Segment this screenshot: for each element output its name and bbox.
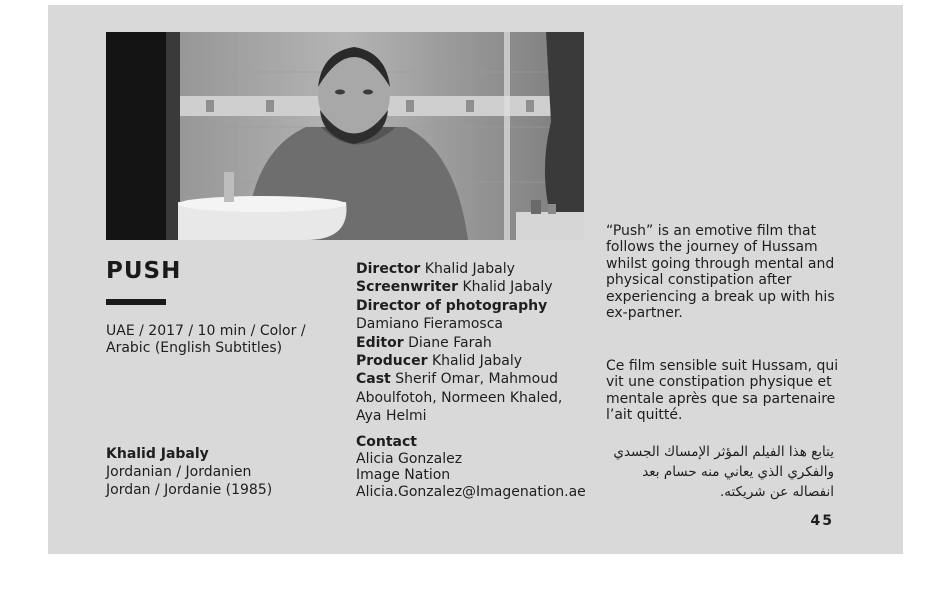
- contact-block: [356, 434, 596, 500]
- film-still-photo: [106, 32, 584, 240]
- credit-cast: [356, 370, 591, 425]
- synopsis-french: Ce film sensible suit Hussam, qui vit une constipation physique et mentale après que sa partenaire l’ait quitté.: [606, 358, 839, 424]
- credits-list: [356, 260, 591, 426]
- director-name: Khalid Jabaly: [106, 446, 209, 462]
- film-title: PUSH: [106, 258, 182, 284]
- film-meta: UAE / 2017 / 10 min / Color / Arabic (English Subtitles): [106, 323, 306, 356]
- credit-label: Editor: [356, 334, 404, 351]
- title-underline: [106, 299, 166, 305]
- credit-director: [356, 260, 591, 278]
- synopsis-english: “Push” is an emotive film that follows the journey of Hussam whilst going through mental and physical constipation after experiencing a break up with his ex-partner.: [606, 223, 835, 322]
- contact-email[interactable]: Alicia.Gonzalez@Imagenation.ae: [356, 483, 586, 500]
- credit-value: Diane Farah: [408, 334, 492, 351]
- credit-dop: [356, 297, 591, 334]
- contact-company: Image Nation: [356, 467, 451, 484]
- contact-name: Alicia Gonzalez: [356, 450, 463, 467]
- director-bio: [106, 445, 336, 499]
- credit-label: Producer: [356, 353, 428, 370]
- credit-value: Damiano Fieramosca: [356, 316, 503, 333]
- page-number: 45: [810, 513, 834, 529]
- credit-value: Khalid Jabaly: [424, 261, 515, 277]
- credit-value: Sherif Omar, Mahmoud Aboulfotoh, Normeen Khaled, Aya Helmi: [356, 371, 563, 425]
- credit-value: Khalid Jabaly: [462, 279, 553, 296]
- credit-label: Screenwriter: [356, 279, 458, 296]
- synopsis-arabic: يتابع هذا الفيلم المؤثر الإمساك الجسدي والفكري الذي يعاني منه حسام بعد انفصاله عن شريكته.: [613, 444, 834, 500]
- credit-value: Khalid Jabaly: [431, 353, 523, 370]
- credit-producer: [356, 352, 591, 370]
- contact-label: Contact: [356, 434, 417, 450]
- director-nationality: Jordanian / Jordanien: [106, 464, 252, 480]
- credit-label: Director of photography: [356, 297, 548, 314]
- director-origin: Jordan / Jordanie (1985): [106, 482, 273, 498]
- credit-label: Cast: [356, 371, 391, 388]
- credit-editor: [356, 334, 591, 352]
- credit-label: Director: [356, 261, 421, 277]
- credit-screenwriter: [356, 278, 591, 296]
